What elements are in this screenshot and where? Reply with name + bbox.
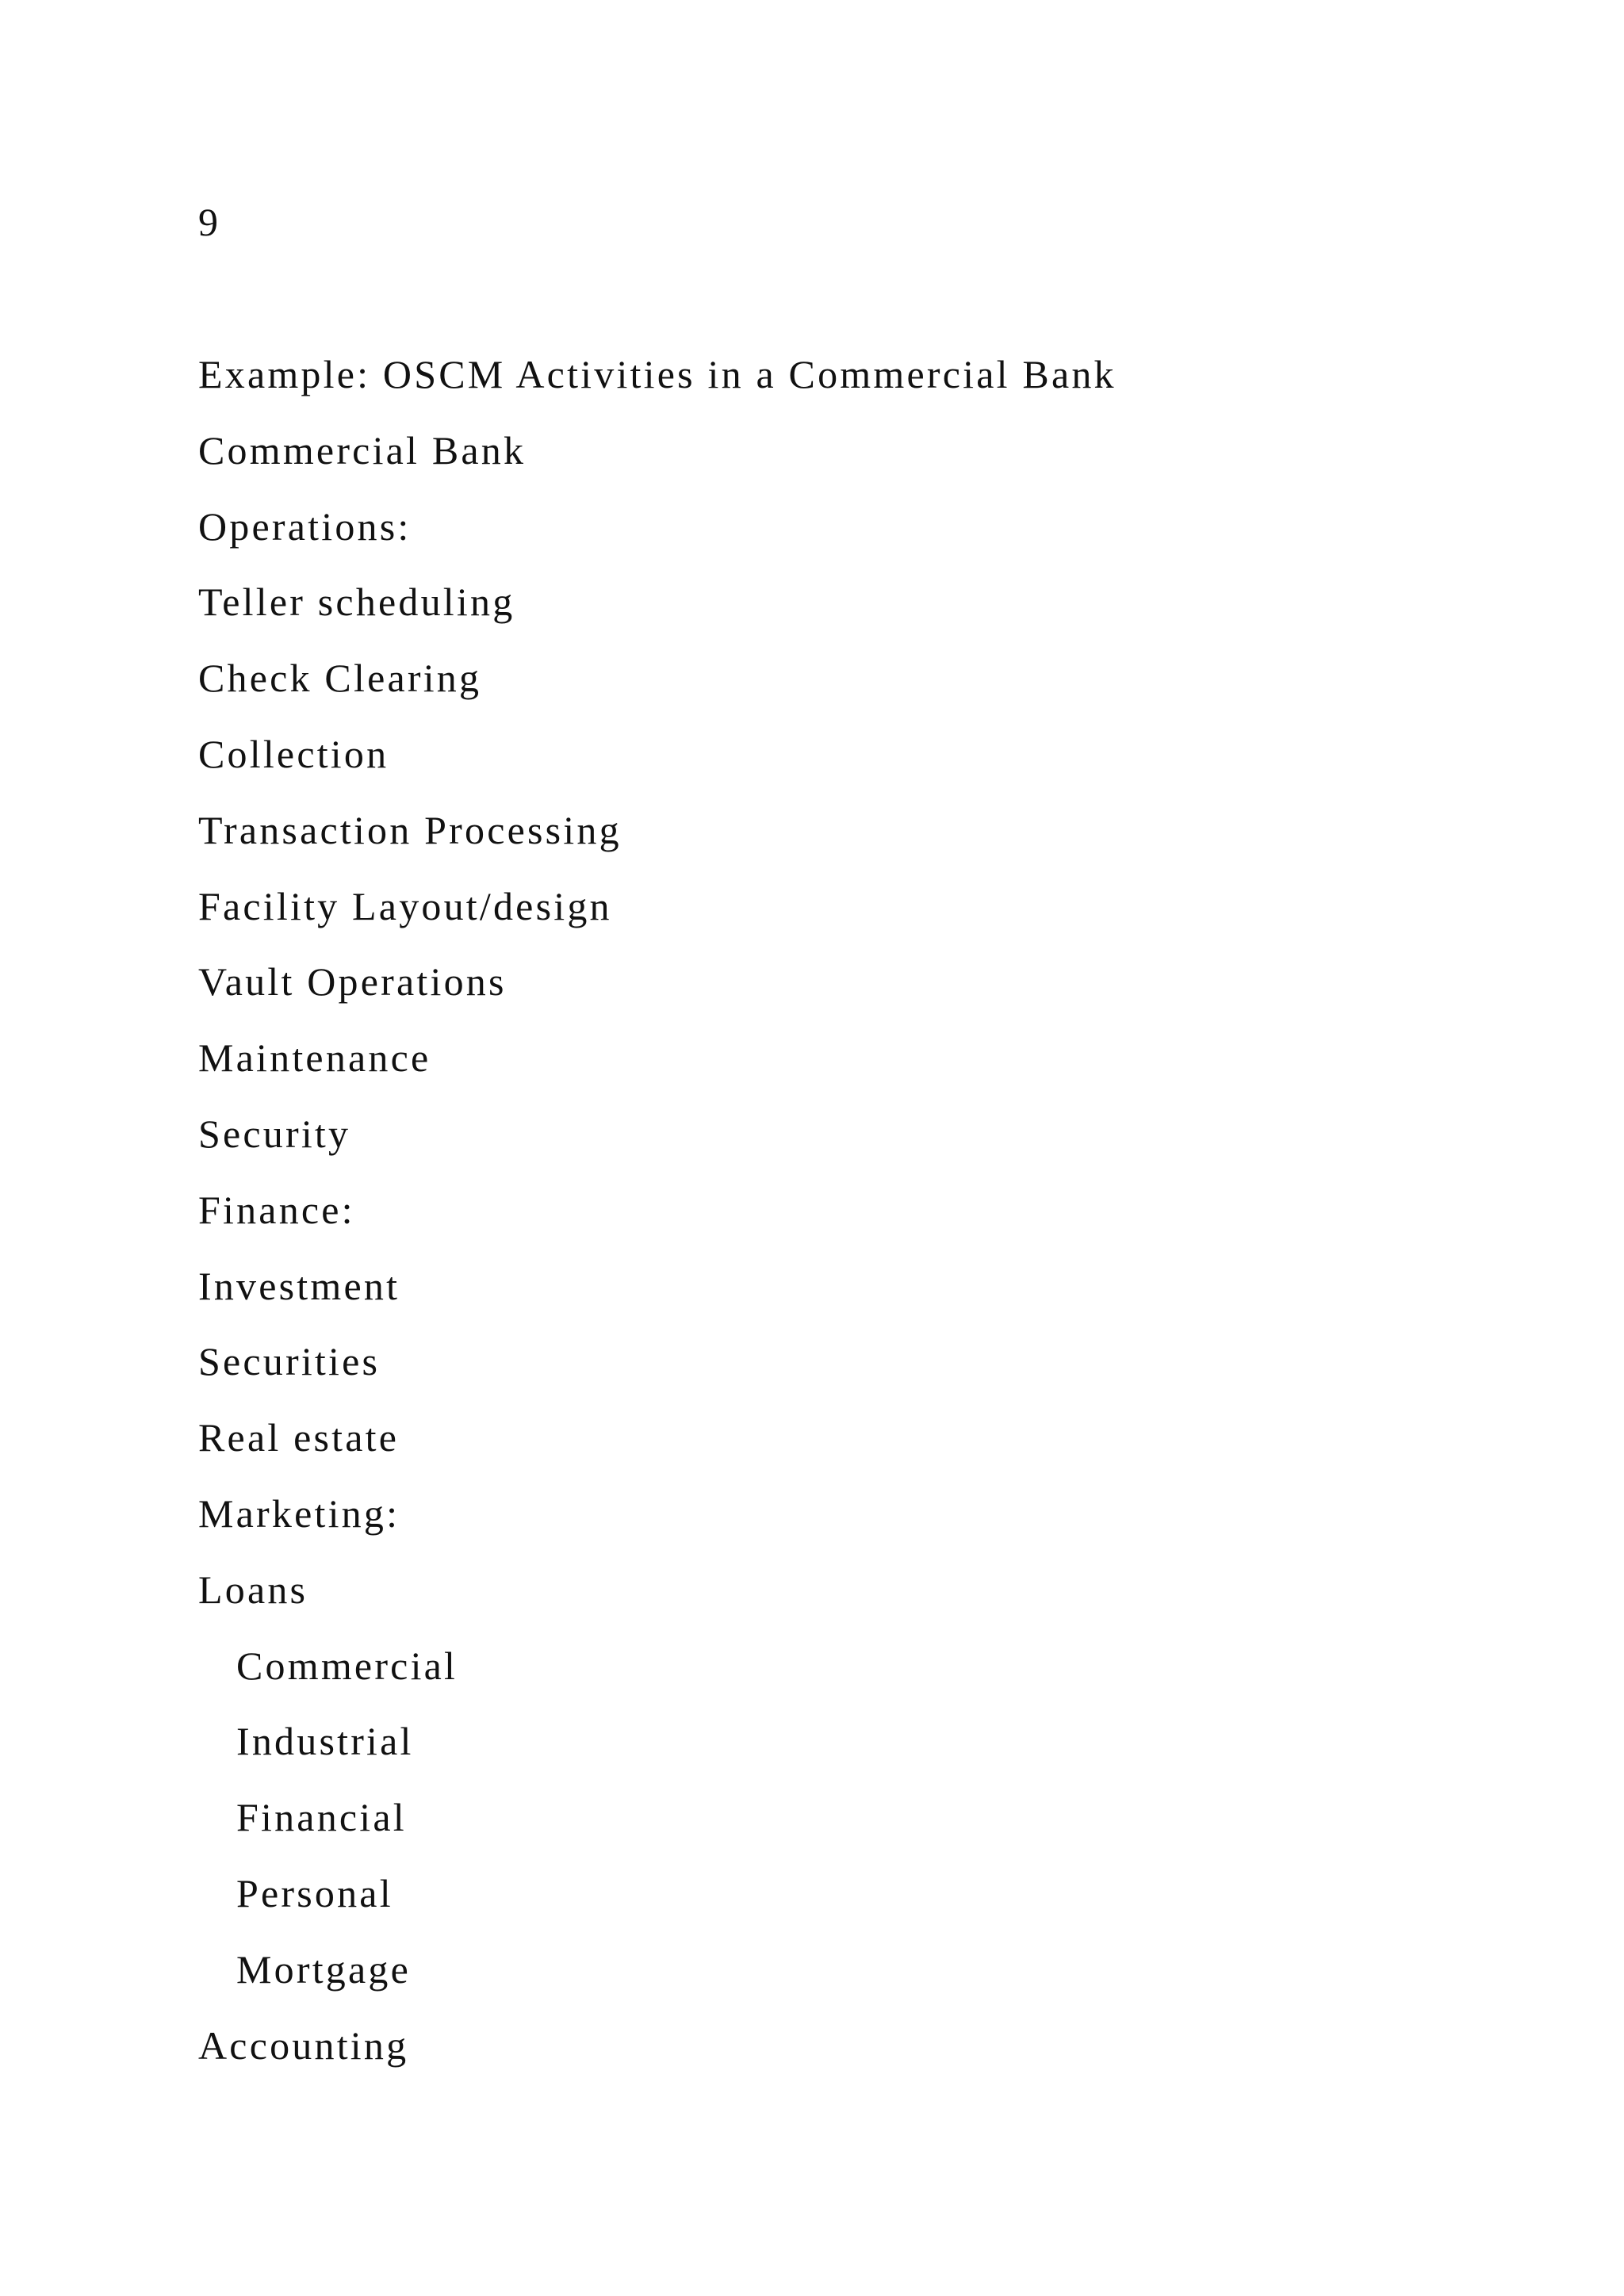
line-heading: Commercial Bank (198, 427, 527, 473)
line-section-accounting: Accounting (198, 2022, 409, 2068)
line-section-operations: Operations: (198, 503, 412, 549)
line-item: Teller scheduling (198, 580, 515, 625)
line-subitem: Industrial (236, 1719, 414, 1764)
line-subitem: Financial (236, 1795, 407, 1840)
page-number: 9 (198, 200, 220, 244)
line-item: Securities (198, 1339, 381, 1384)
line-subitem: Personal (236, 1870, 393, 1915)
line-subitem: Mortgage (236, 1946, 411, 1992)
line-title: Example: OSCM Activities in a Commercial Bank (198, 352, 1116, 396)
line-item: Investment (198, 1263, 400, 1308)
line-item: Facility Layout/design (198, 883, 612, 928)
line-item: Transaction Processing (198, 807, 622, 852)
line-item: Check Clearing (198, 656, 482, 701)
line-subitem: Commercial (236, 1643, 458, 1688)
line-item: Loans (198, 1567, 308, 1612)
line-item: Real estate (198, 1415, 400, 1460)
line-item: Security (198, 1111, 351, 1156)
line-item: Maintenance (198, 1035, 431, 1081)
text-body (198, 349, 1116, 2095)
line-item: Vault Operations (198, 959, 507, 1004)
line-section-marketing: Marketing: (198, 1490, 400, 1536)
line-section-finance: Finance: (198, 1187, 355, 1232)
line-item: Collection (198, 731, 389, 776)
